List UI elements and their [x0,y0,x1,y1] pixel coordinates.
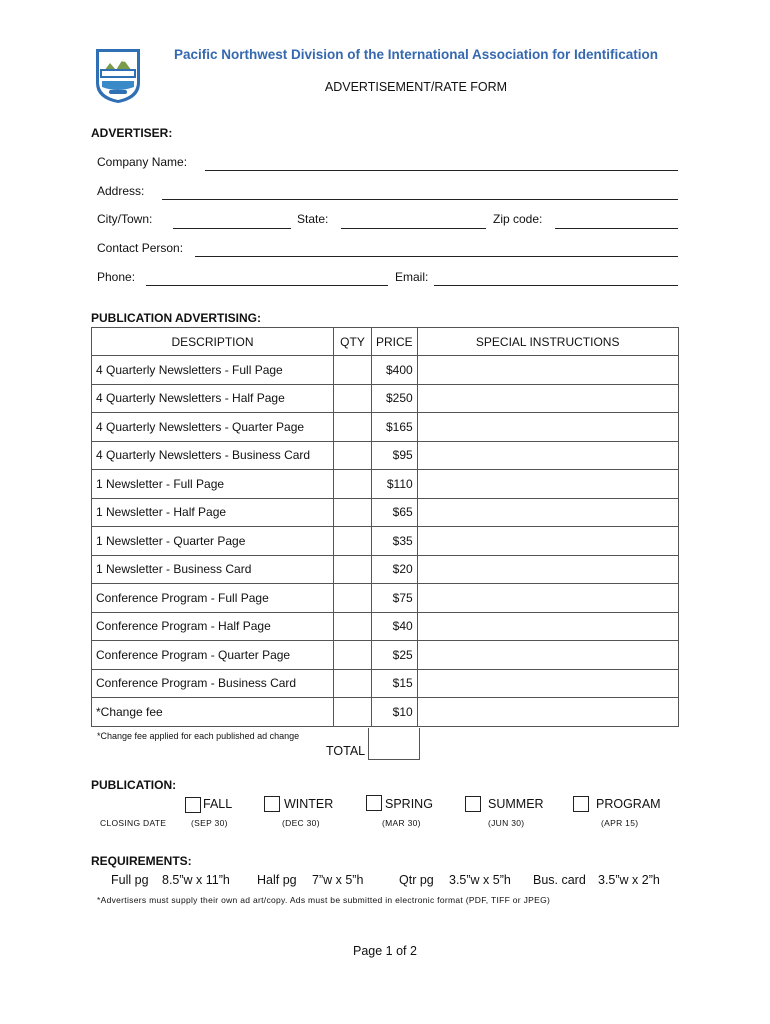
company-name-field[interactable] [205,170,678,171]
program-checkbox[interactable] [573,796,589,812]
address-label: Address: [97,184,145,198]
header-price: PRICE [372,328,418,356]
table-row [92,356,679,385]
winter-closing-date: (DEC 30) [282,818,320,828]
change-fee-note: *Change fee applied for each published ad change [97,731,300,741]
row-description: Conference Program - Half Page [92,612,334,641]
company-name-label: Company Name: [97,155,188,169]
table-row [92,527,679,556]
row-description: 4 Quarterly Newsletters - Half Page [92,384,334,413]
contact-person-label: Contact Person: [97,241,184,255]
row-qty-field[interactable] [334,470,372,499]
row-price: $10 [372,698,418,727]
row-description: Conference Program - Business Card [92,669,334,698]
row-price: $25 [372,641,418,670]
table-row [92,641,679,670]
advertiser-section-label: ADVERTISER: [91,126,173,140]
row-description: 1 Newsletter - Half Page [92,498,334,527]
state-field[interactable] [341,228,486,229]
row-description: 4 Quarterly Newsletters - Business Card [92,441,334,470]
row-description: 4 Quarterly Newsletters - Full Page [92,356,334,385]
row-qty-field[interactable] [334,669,372,698]
row-price: $165 [372,413,418,442]
table-row [92,698,679,727]
req-quarter-page-label: Qtr pg [399,873,434,887]
form-title: ADVERTISEMENT/RATE FORM [324,80,508,94]
row-qty-field[interactable] [334,698,372,727]
city-label: City/Town: [97,212,153,226]
req-quarter-page-size: 3.5”w x 5”h [449,873,511,887]
row-price: $110 [372,470,418,499]
table-row [92,669,679,698]
zip-label: Zip code: [493,212,543,226]
winter-label: WINTER [284,797,334,811]
row-special-instructions-field[interactable] [417,498,678,527]
phone-label: Phone: [97,270,136,284]
program-closing-date: (APR 15) [601,818,639,828]
zip-field[interactable] [555,228,678,229]
table-row [92,470,679,499]
row-special-instructions-field[interactable] [417,698,678,727]
row-special-instructions-field[interactable] [417,384,678,413]
row-description: 4 Quarterly Newsletters - Quarter Page [92,413,334,442]
publication-advertising-section-label: PUBLICATION ADVERTISING: [91,311,261,325]
total-label: TOTAL [326,744,366,758]
phone-field[interactable] [146,285,388,286]
req-business-card-size: 3.5”w x 2”h [598,873,660,887]
header-description: DESCRIPTION [92,328,334,356]
req-full-page-size: 8.5”w x 11”h [162,873,230,887]
spring-label: SPRING [385,797,433,811]
total-field[interactable] [368,728,420,760]
row-qty-field[interactable] [334,527,372,556]
row-special-instructions-field[interactable] [417,584,678,613]
table-row [92,555,679,584]
row-special-instructions-field[interactable] [417,669,678,698]
summer-checkbox[interactable] [465,796,481,812]
row-price: $15 [372,669,418,698]
table-row [92,612,679,641]
row-special-instructions-field[interactable] [417,470,678,499]
email-field[interactable] [434,285,678,286]
row-special-instructions-field[interactable] [417,555,678,584]
closing-date-label: CLOSING DATE [100,818,167,828]
row-special-instructions-field[interactable] [417,641,678,670]
row-qty-field[interactable] [334,612,372,641]
summer-label: SUMMER [488,797,544,811]
ad-rates-table [91,327,679,727]
req-full-page-label: Full pg [111,873,149,887]
row-qty-field[interactable] [334,413,372,442]
row-price: $40 [372,612,418,641]
summer-closing-date: (JUN 30) [488,818,525,828]
row-price: $95 [372,441,418,470]
table-row [92,413,679,442]
row-price: $20 [372,555,418,584]
fall-closing-date: (SEP 30) [191,818,228,828]
row-price: $400 [372,356,418,385]
row-qty-field[interactable] [334,555,372,584]
city-field[interactable] [173,228,291,229]
row-special-instructions-field[interactable] [417,527,678,556]
email-label: Email: [395,270,429,284]
table-row [92,384,679,413]
state-label: State: [297,212,329,226]
header-qty: QTY [334,328,372,356]
spring-checkbox[interactable] [366,795,382,811]
publication-section-label: PUBLICATION: [91,778,177,792]
row-description: 1 Newsletter - Business Card [92,555,334,584]
header-special-instructions: SPECIAL INSTRUCTIONS [417,328,678,356]
row-price: $250 [372,384,418,413]
row-special-instructions-field[interactable] [417,413,678,442]
req-business-card-label: Bus. card [533,873,586,887]
row-qty-field[interactable] [334,356,372,385]
program-label: PROGRAM [596,797,661,811]
row-price: $35 [372,527,418,556]
row-qty-field[interactable] [334,441,372,470]
row-price: $65 [372,498,418,527]
row-price: $75 [372,584,418,613]
spring-closing-date: (MAR 30) [382,818,421,828]
row-special-instructions-field[interactable] [417,356,678,385]
req-half-page-size: 7”w x 5”h [312,873,364,887]
row-qty-field[interactable] [334,584,372,613]
row-description: 1 Newsletter - Full Page [92,470,334,499]
page-number: Page 1 of 2 [353,944,417,958]
table-row [92,441,679,470]
row-description: *Change fee [92,698,334,727]
row-qty-field[interactable] [334,641,372,670]
contact-person-field[interactable] [195,256,678,257]
row-description: 1 Newsletter - Quarter Page [92,527,334,556]
organization-title: Pacific Northwest Division of the International Association for Identification [173,47,659,62]
row-special-instructions-field[interactable] [417,612,678,641]
winter-checkbox[interactable] [264,796,280,812]
req-half-page-label: Half pg [257,873,297,887]
row-qty-field[interactable] [334,498,372,527]
row-qty-field[interactable] [334,384,372,413]
address-field[interactable] [162,199,678,200]
row-special-instructions-field[interactable] [417,441,678,470]
row-description: Conference Program - Full Page [92,584,334,613]
requirements-note: *Advertisers must supply their own ad art/copy. Ads must be submitted in electronic format (PDF, TIFF or JPEG) [97,895,551,905]
table-row [92,584,679,613]
requirements-section-label: REQUIREMENTS: [91,854,192,868]
table-row [92,498,679,527]
fall-label: FALL [203,797,233,811]
fall-checkbox[interactable] [185,797,201,813]
row-description: Conference Program - Quarter Page [92,641,334,670]
